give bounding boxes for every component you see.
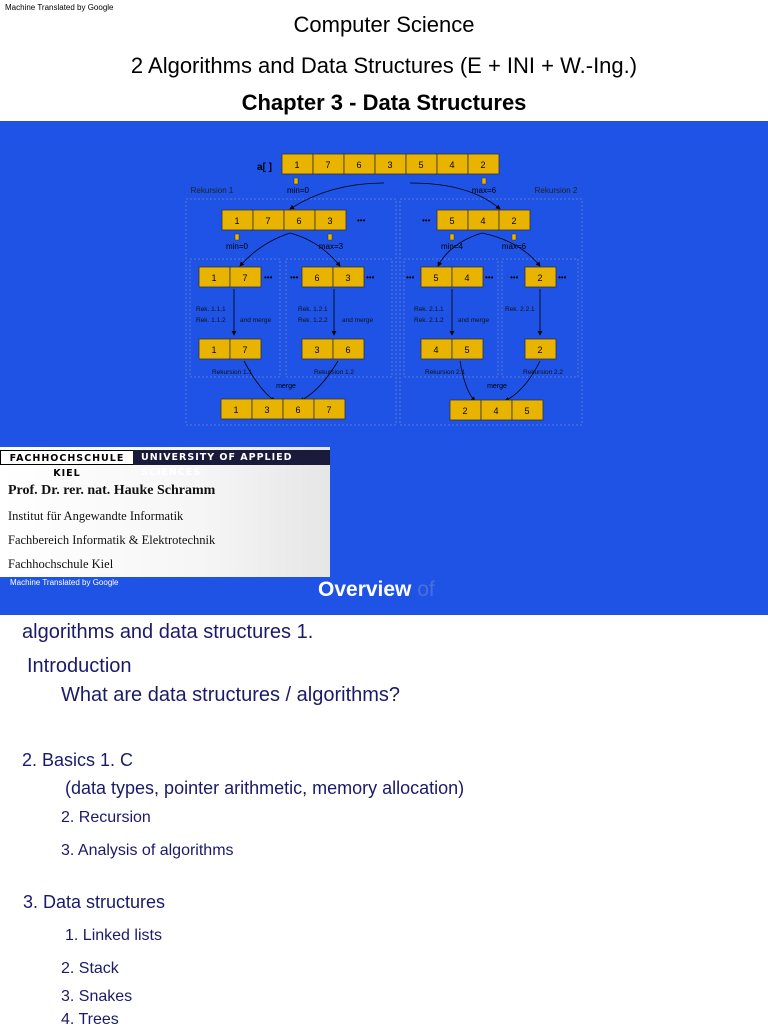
ellipsis: •••	[264, 273, 273, 282]
rek-label: Rek. 2.2.1	[505, 306, 535, 313]
rek-label: Rek. 1.1.1	[196, 306, 226, 313]
max-label: max=6	[501, 242, 527, 251]
professor-name: Prof. Dr. rer. nat. Hauke Schramm	[8, 483, 216, 498]
university-name-en: UNIVERSITY OF APPLIED SCIENCES	[133, 450, 330, 465]
level1-cell: 4	[480, 216, 486, 226]
result-cell: 4	[493, 406, 499, 416]
level1-cell: 6	[296, 216, 302, 226]
outline-line: What are data structures / algorithms?	[61, 684, 401, 706]
level3-cell: 1	[211, 345, 217, 355]
level3-cell: 7	[242, 345, 248, 355]
min-label: min=0	[286, 186, 310, 195]
min-marker	[294, 178, 298, 184]
level2-cell: 7	[242, 273, 248, 283]
ellipsis: •••	[422, 216, 431, 225]
merge-label: merge	[276, 383, 296, 390]
ellipsis: •••	[366, 273, 375, 282]
top-cell: 6	[356, 160, 362, 170]
recursion-label: Rekursion 2.2	[522, 369, 564, 376]
outline-line: (data types, pointer arithmetic, memory allocation)	[65, 778, 465, 798]
level2-cell: 4	[464, 273, 470, 283]
level1-cell: 5	[449, 216, 455, 226]
merge-label: merge	[487, 383, 507, 390]
recursion-2-label: Rekursion 2	[534, 186, 578, 195]
recursion-label: Rekursion 2.1	[424, 369, 466, 376]
ellipsis: •••	[406, 273, 415, 282]
level2-cell: 5	[433, 273, 439, 283]
result-cell: 5	[524, 406, 530, 416]
top-cell: 4	[449, 160, 455, 170]
min-label: min=4	[440, 242, 464, 251]
ellipsis: •••	[558, 273, 567, 282]
outline-line: 2. Stack	[61, 960, 119, 977]
chapter-title: Chapter 3 - Data Structures	[241, 90, 527, 115]
result-cell: 3	[264, 405, 270, 415]
overview-heading	[318, 578, 435, 602]
level1-cell: 2	[511, 216, 517, 226]
university-card	[0, 447, 330, 577]
level2-cell: 2	[537, 273, 543, 283]
institute-name: Institut für Angewandte Informatik	[8, 509, 184, 523]
recursion-label: Rekursion 1.2	[313, 369, 355, 376]
level1-cell: 1	[234, 216, 240, 226]
level2-cell: 6	[314, 273, 320, 283]
ellipsis: •••	[510, 273, 519, 282]
top-cell: 5	[418, 160, 424, 170]
outline-line: 4. Trees	[61, 1011, 119, 1028]
level3-cell: 5	[464, 345, 470, 355]
outline-line: 2. Basics 1. C	[22, 750, 134, 770]
course-subtitle: 2 Algorithms and Data Structures (E + INI + W.-Ing.)	[130, 53, 638, 78]
result-cell: 6	[295, 405, 301, 415]
overview-bold: Overview	[318, 578, 412, 601]
max-label: max=3	[318, 242, 344, 251]
rek-label: Rek. 2.1.1	[414, 306, 444, 313]
level1-cell: 7	[265, 216, 271, 226]
outline-line: 3. Snakes	[61, 988, 133, 1005]
university-name-de: FACHHOCHSCHULE KIEL	[0, 450, 133, 465]
recursion-label: Rekursion 1.1	[211, 369, 253, 376]
overview-rest: of	[417, 578, 435, 601]
top-cell: 7	[325, 160, 331, 170]
department-name: Fachbereich Informatik & Elektrotechnik	[8, 533, 216, 547]
and-merge-label: and merge	[240, 317, 272, 324]
level2-cell: 3	[345, 273, 351, 283]
rek-label: Rek. 1.2.1	[298, 306, 328, 313]
and-merge-label: and merge	[342, 317, 374, 324]
machine-translation-note: Machine Translated by Google	[5, 3, 114, 12]
rek-label: Rek. 2.1.2	[414, 317, 444, 324]
result-cell: 1	[233, 405, 239, 415]
level1-cell: 3	[327, 216, 333, 226]
outline-line: 3. Analysis of algorithms	[61, 842, 234, 859]
level3-cell: 3	[314, 345, 320, 355]
outline-line: 2. Recursion	[61, 809, 151, 826]
top-cell: 2	[480, 160, 486, 170]
top-cell: 3	[387, 160, 393, 170]
top-cell: 1	[294, 160, 300, 170]
result-cell: 7	[326, 405, 332, 415]
university-banner	[0, 450, 330, 479]
level3-cell: 4	[433, 345, 439, 355]
mergesort-diagram	[0, 121, 768, 451]
ellipsis: •••	[290, 273, 299, 282]
result-cell: 2	[462, 406, 468, 416]
array-label: a[ ]	[257, 162, 272, 173]
recursion-1-label: Rekursion 1	[190, 186, 234, 195]
outline-line: 1. Linked lists	[65, 927, 162, 944]
rek-label: Rek. 1.2.2	[298, 317, 328, 324]
min-label: min=0	[225, 242, 249, 251]
max-label: max=6	[471, 186, 497, 195]
machine-translation-note: Machine Translated by Google	[10, 578, 119, 587]
school-name: Fachhochschule Kiel	[8, 557, 114, 571]
ellipsis: •••	[357, 216, 366, 225]
outline-line: algorithms and data structures 1.	[22, 621, 314, 643]
course-title: Computer Science	[293, 12, 475, 37]
level3-cell: 6	[345, 345, 351, 355]
rek-label: Rek. 1.1.2	[196, 317, 226, 324]
outline-line: Introduction	[27, 655, 132, 677]
level2-cell: 1	[211, 273, 217, 283]
outline-line: 3. Data structures	[23, 892, 166, 912]
level3-cell: 2	[537, 345, 543, 355]
ellipsis: •••	[485, 273, 494, 282]
max-marker	[482, 178, 486, 184]
and-merge-label: and merge	[458, 317, 490, 324]
